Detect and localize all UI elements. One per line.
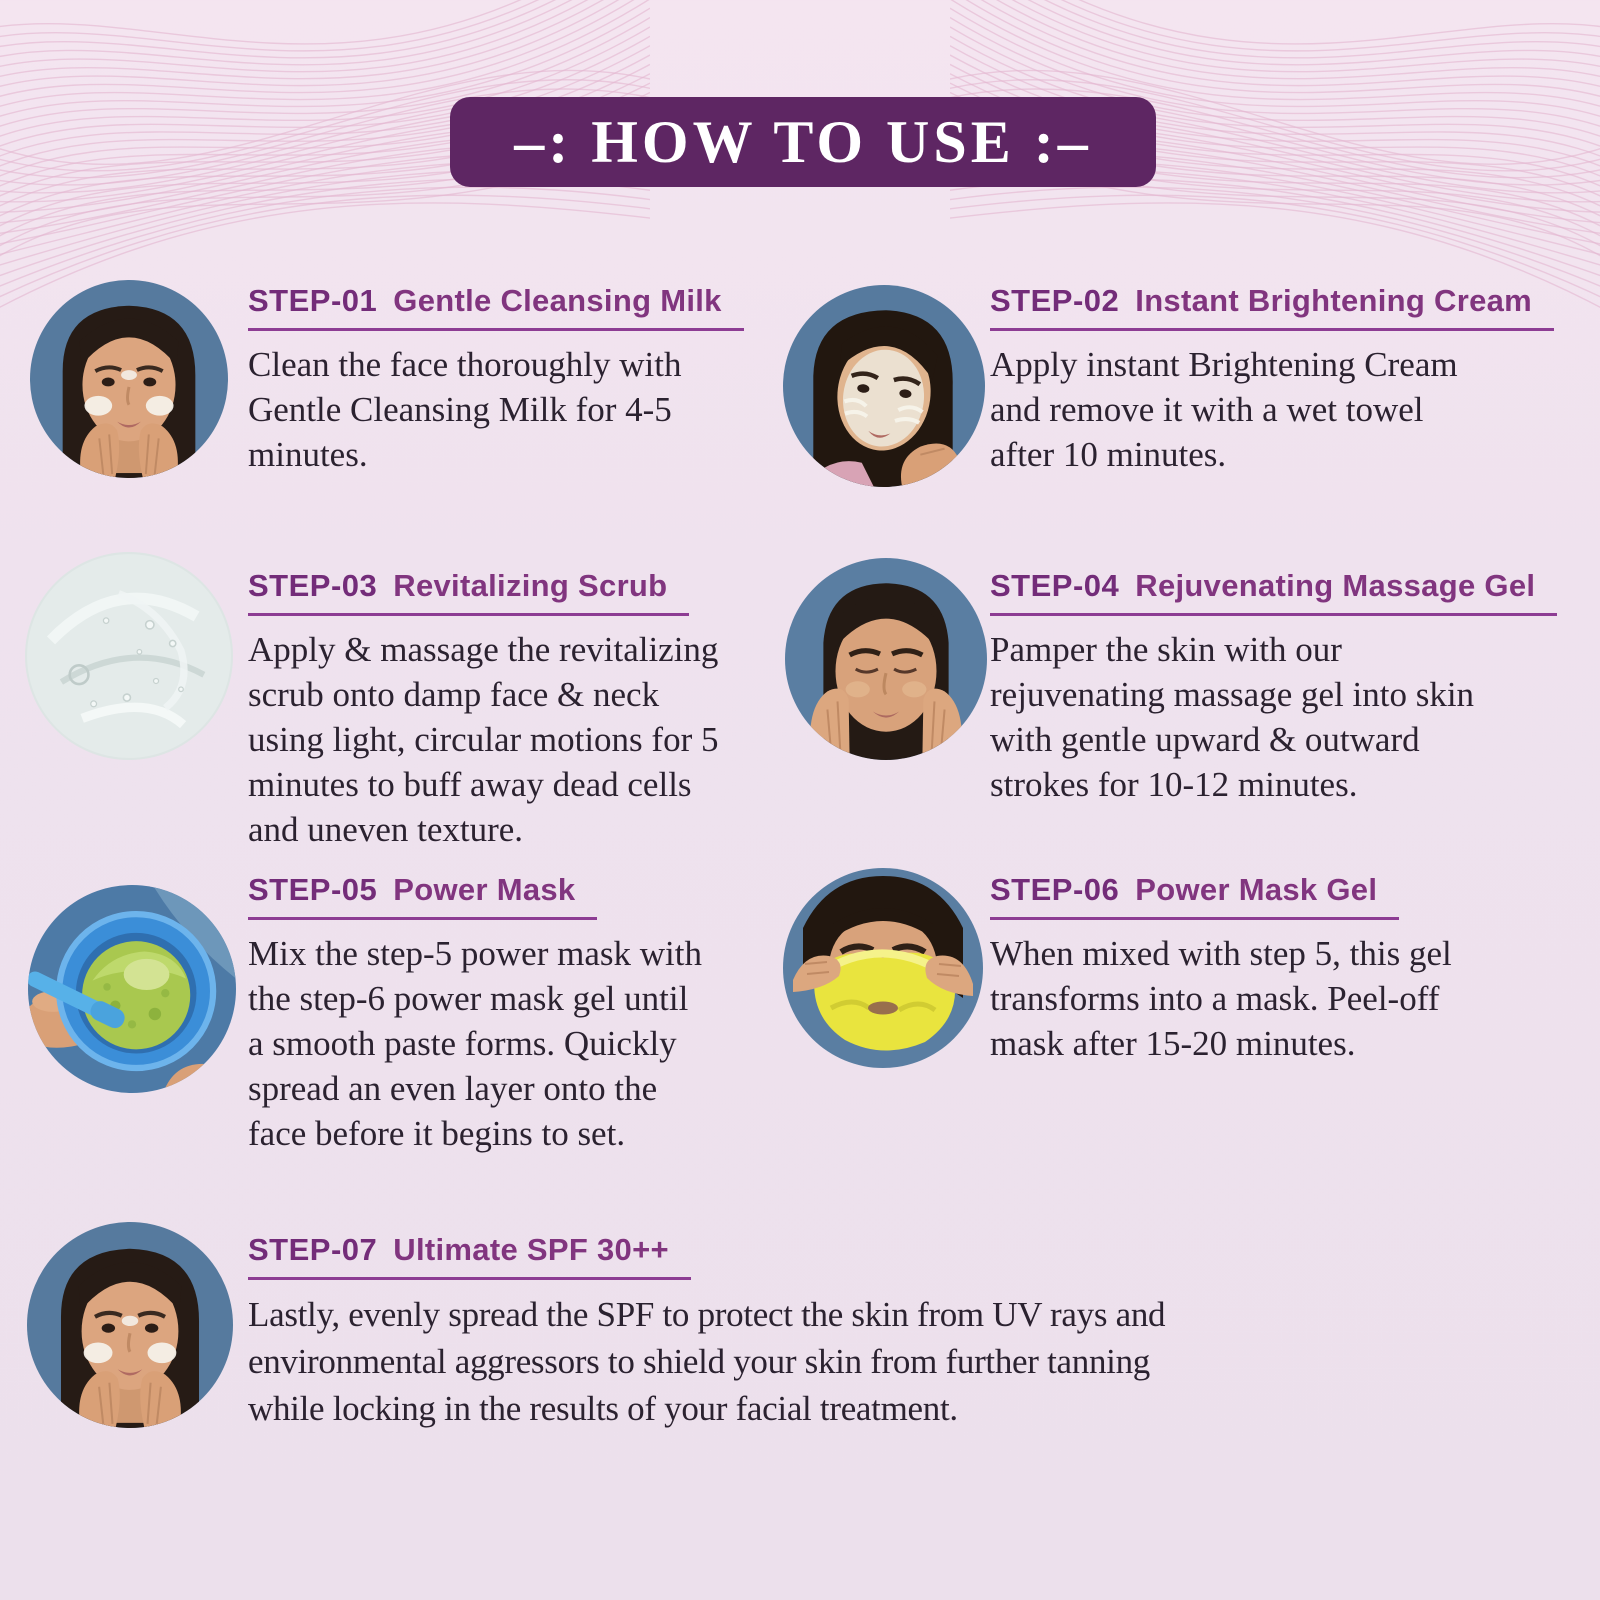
step-5-title: Power Mask (393, 872, 576, 907)
description-line: face before it begins to set. (248, 1114, 626, 1153)
step-7-number: STEP-07 (248, 1232, 378, 1267)
step-4-block (990, 568, 1558, 807)
step-4-description (990, 627, 1558, 807)
step-3-title: Revitalizing Scrub (393, 568, 668, 603)
step-6-photo-peel-off-mask (783, 868, 983, 1068)
description-line: mask after 15-20 minutes. (990, 1024, 1356, 1063)
description-line: the step-6 power mask gel until (248, 979, 689, 1018)
woman-with-cream-mask-illustration (783, 285, 985, 487)
description-line: after 10 minutes. (990, 435, 1227, 474)
step-2-title: Instant Brightening Cream (1135, 283, 1533, 318)
description-line: spread an even layer onto the (248, 1069, 658, 1108)
step-5-photo-power-mask-bowl (28, 885, 236, 1093)
description-line: Lastly, evenly spread the SPF to protect the skin from UV rays and (248, 1295, 1166, 1334)
description-line: Apply & massage the revitalizing (248, 630, 719, 669)
description-line: environmental aggressors to shield your skin from further tanning (248, 1342, 1150, 1381)
step-7-description (248, 1291, 1418, 1432)
step-6-description (990, 931, 1550, 1066)
woman-applying-cream-illustration (30, 280, 228, 478)
description-line: using light, circular motions for 5 (248, 720, 719, 759)
step-3-photo-scrub-texture (25, 552, 233, 760)
description-line: scrub onto damp face & neck (248, 675, 660, 714)
title-banner (450, 97, 1156, 187)
description-line: Apply instant Brightening Cream (990, 345, 1458, 384)
description-line: Mix the step-5 power mask with (248, 934, 702, 973)
step-6-title: Power Mask Gel (1135, 872, 1378, 907)
step-7-block (248, 1232, 1418, 1432)
step-5-description (248, 931, 808, 1156)
step-4-heading (990, 568, 1557, 616)
description-line: When mixed with step 5, this gel (990, 934, 1452, 973)
step-6-heading (990, 872, 1399, 920)
description-line: Gentle Cleansing Milk for 4-5 (248, 390, 672, 429)
description-line: Pamper the skin with our (990, 630, 1342, 669)
step-3-heading (248, 568, 689, 616)
step-5-heading (248, 872, 597, 920)
step-2-description (990, 342, 1550, 477)
step-2-photo-brightening-cream (783, 285, 985, 487)
step-3-block (248, 568, 808, 852)
description-line: and uneven texture. (248, 810, 524, 849)
bowl-with-green-paste-illustration (28, 885, 236, 1093)
step-7-photo-spf (27, 1222, 233, 1428)
step-3-number: STEP-03 (248, 568, 378, 603)
step-2-number: STEP-02 (990, 283, 1120, 318)
description-line: transforms into a mask. Peel-off (990, 979, 1440, 1018)
step-6-block (990, 872, 1550, 1066)
description-line: while locking in the results of your facial treatment. (248, 1389, 958, 1428)
woman-applying-spf-illustration (27, 1222, 233, 1428)
step-7-title: Ultimate SPF 30++ (393, 1232, 669, 1267)
step-1-block (248, 283, 800, 477)
description-line: strokes for 10-12 minutes. (990, 765, 1358, 804)
step-4-photo-massage-gel (785, 558, 987, 760)
step-4-number: STEP-04 (990, 568, 1120, 603)
description-line: minutes. (248, 435, 368, 474)
step-5-number: STEP-05 (248, 872, 378, 907)
description-line: and remove it with a wet towel (990, 390, 1424, 429)
step-7-heading (248, 1232, 691, 1280)
step-1-heading (248, 283, 744, 331)
description-line: rejuvenating massage gel into skin (990, 675, 1475, 714)
step-1-photo-cleansing-milk (30, 280, 228, 478)
step-3-description (248, 627, 808, 852)
step-5-block (248, 872, 808, 1156)
step-1-description (248, 342, 800, 477)
woman-peeling-yellow-mask-illustration (783, 868, 983, 1068)
step-6-number: STEP-06 (990, 872, 1120, 907)
step-2-block (990, 283, 1550, 477)
description-line: a smooth paste forms. Quickly (248, 1024, 677, 1063)
description-line: minutes to buff away dead cells (248, 765, 692, 804)
step-2-heading (990, 283, 1554, 331)
step-4-title: Rejuvenating Massage Gel (1135, 568, 1536, 603)
clear-gel-texture-illustration (25, 552, 233, 760)
step-1-title: Gentle Cleansing Milk (393, 283, 722, 318)
description-line: Clean the face thoroughly with (248, 345, 682, 384)
description-line: with gentle upward & outward (990, 720, 1420, 759)
step-1-number: STEP-01 (248, 283, 378, 318)
woman-massaging-face-illustration (785, 558, 987, 760)
page-title: –: HOW TO USE :– (514, 108, 1092, 175)
